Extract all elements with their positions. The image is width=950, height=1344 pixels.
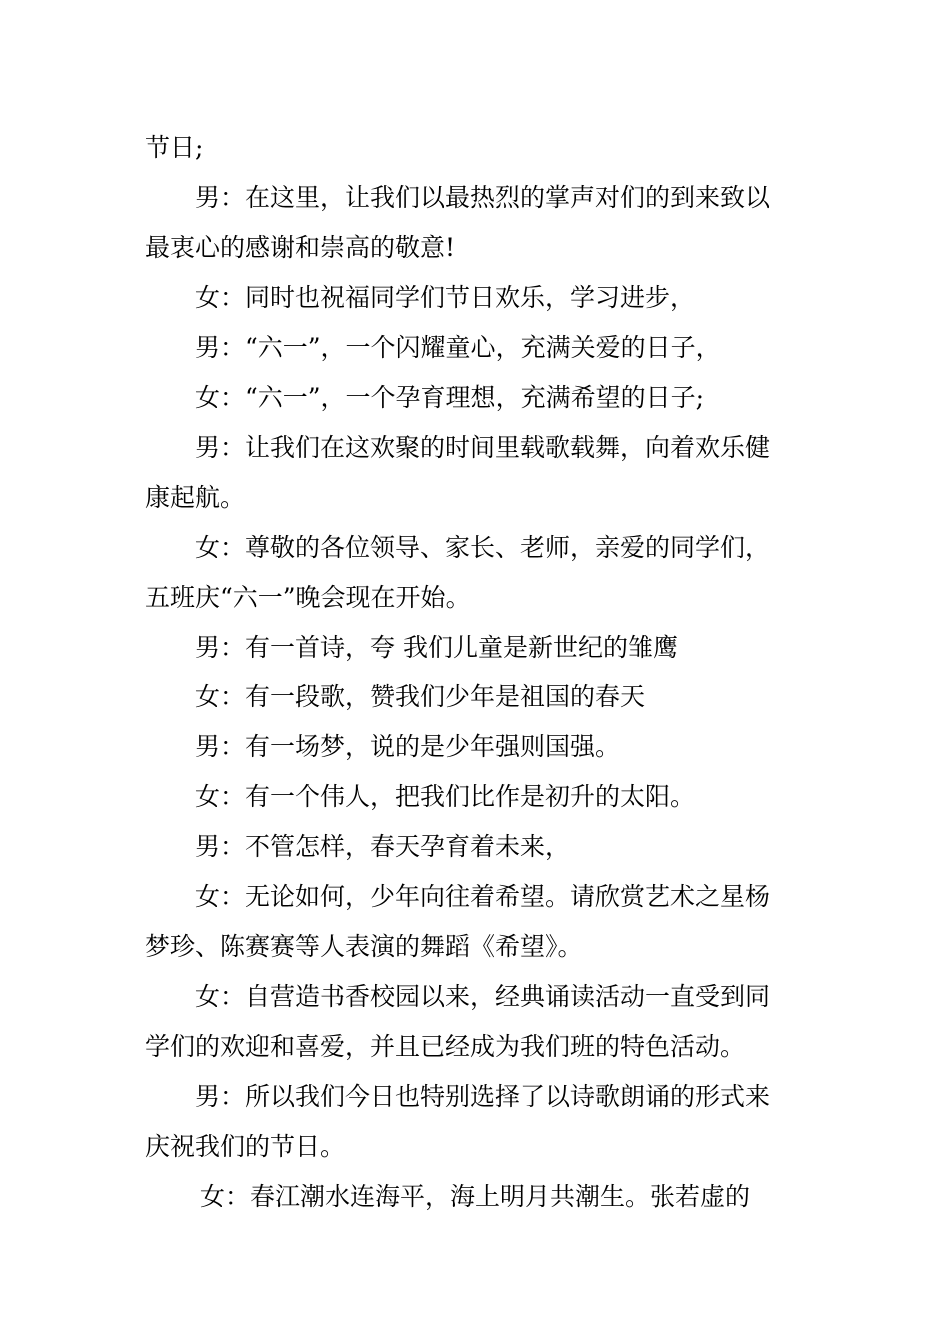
text-line: 女：有一段歌，赞我们少年是祖国的春天 xyxy=(195,682,646,711)
text-line: 康起航。 xyxy=(145,483,246,512)
text-line: 梦珍、陈赛赛等人表演的舞蹈《希望》。 xyxy=(145,932,583,961)
text-line: 女：自营造书香校园以来，经典诵读活动一直受到同 xyxy=(195,982,771,1011)
text-line: 女：无论如何，少年向往着希望。请欣赏艺术之星杨 xyxy=(195,882,771,911)
text-line: 男：有一首诗，夸 我们儿童是新世纪的雏鹰 xyxy=(195,633,678,662)
text-line: 最衷心的感谢和崇高的敬意! xyxy=(145,233,456,262)
text-line: 男：不管怎样，春天孕育着未来， xyxy=(195,832,571,861)
text-line: 节日; xyxy=(145,133,204,162)
text-line: 女：春江潮水连海平，海上明月共潮生。张若虚的 xyxy=(200,1182,751,1211)
text-line: 男：让我们在这欢聚的时间里载歌载舞，向着欢乐健 xyxy=(195,433,771,462)
text-line: 男：所以我们今日也特别选择了以诗歌朗诵的形式来 xyxy=(195,1082,771,1111)
text-line: 男：在这里，让我们以最热烈的掌声对们的到来致以 xyxy=(195,183,771,212)
text-line: 女：尊敬的各位领导、家长、老师，亲爱的同学们， xyxy=(195,533,771,562)
text-line: 五班庆“六一”晚会现在开始。 xyxy=(145,583,471,612)
text-line: 男：有一场梦，说的是少年强则国强。 xyxy=(195,732,621,761)
text-line: 女：“六一”，一个孕育理想，充满希望的日子; xyxy=(195,383,704,412)
text-line: 男：“六一”，一个闪耀童心，充满关爱的日子， xyxy=(195,333,721,362)
text-line: 女：同时也祝福同学们节日欢乐，学习进步， xyxy=(195,283,696,312)
text-line: 庆祝我们的节日。 xyxy=(145,1132,346,1161)
text-line: 学们的欢迎和喜爱，并且已经成为我们班的特色活动。 xyxy=(145,1032,746,1061)
text-line: 女：有一个伟人，把我们比作是初升的太阳。 xyxy=(195,782,696,811)
